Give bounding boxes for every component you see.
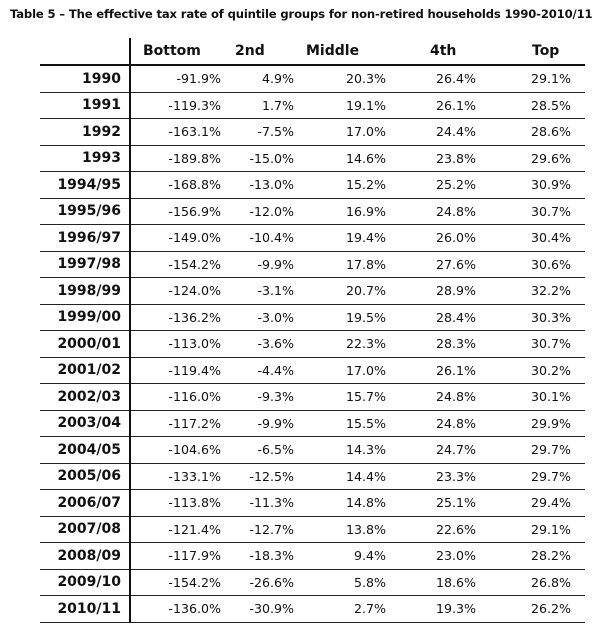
bottom-cell: -121.4% xyxy=(130,516,225,543)
middle-cell: 20.7% xyxy=(300,278,400,305)
bottom-cell: -163.1% xyxy=(130,119,225,146)
top-cell: 28.2% xyxy=(490,543,585,570)
fourth-cell: 24.8% xyxy=(400,198,490,225)
table-row xyxy=(40,225,585,252)
top-cell: 26.2% xyxy=(490,596,585,623)
middle-cell: 16.9% xyxy=(300,198,400,225)
bottom-cell: -154.2% xyxy=(130,251,225,278)
year-cell: 2005/06 xyxy=(40,463,130,490)
second-cell: 4.9% xyxy=(225,65,300,92)
bottom-cell: -154.2% xyxy=(130,569,225,596)
second-cell: -9.3% xyxy=(225,384,300,411)
middle-cell: 14.8% xyxy=(300,490,400,517)
fourth-cell: 28.3% xyxy=(400,331,490,358)
second-cell: -12.7% xyxy=(225,516,300,543)
header-bottom: Bottom xyxy=(130,38,225,65)
top-cell: 30.7% xyxy=(490,198,585,225)
top-cell: 30.4% xyxy=(490,225,585,252)
top-cell: 29.1% xyxy=(490,516,585,543)
bottom-cell: -124.0% xyxy=(130,278,225,305)
top-cell: 29.7% xyxy=(490,463,585,490)
table-row xyxy=(40,278,585,305)
bottom-cell: -113.0% xyxy=(130,331,225,358)
year-cell: 2001/02 xyxy=(40,357,130,384)
year-cell: 2007/08 xyxy=(40,516,130,543)
header-top: Top xyxy=(490,38,585,65)
top-cell: 29.4% xyxy=(490,490,585,517)
year-cell: 2008/09 xyxy=(40,543,130,570)
top-cell: 29.1% xyxy=(490,65,585,92)
bottom-cell: -117.9% xyxy=(130,543,225,570)
top-cell: 29.7% xyxy=(490,437,585,464)
table-row xyxy=(40,357,585,384)
year-cell: 1994/95 xyxy=(40,172,130,199)
bottom-cell: -119.3% xyxy=(130,92,225,119)
middle-cell: 20.3% xyxy=(300,65,400,92)
fourth-cell: 23.8% xyxy=(400,145,490,172)
fourth-cell: 26.1% xyxy=(400,92,490,119)
year-cell: 2010/11 xyxy=(40,596,130,623)
bottom-cell: -113.8% xyxy=(130,490,225,517)
table-row xyxy=(40,569,585,596)
table-header xyxy=(40,38,585,65)
fourth-cell: 24.8% xyxy=(400,410,490,437)
top-cell: 32.2% xyxy=(490,278,585,305)
year-cell: 2009/10 xyxy=(40,569,130,596)
bottom-cell: -136.2% xyxy=(130,304,225,331)
year-cell: 1995/96 xyxy=(40,198,130,225)
table-row xyxy=(40,251,585,278)
second-cell: -3.0% xyxy=(225,304,300,331)
header-4th: 4th xyxy=(400,38,490,65)
middle-cell: 14.4% xyxy=(300,463,400,490)
second-cell: -4.4% xyxy=(225,357,300,384)
table-row xyxy=(40,92,585,119)
top-cell: 30.3% xyxy=(490,304,585,331)
year-cell: 1990 xyxy=(40,65,130,92)
table-title: Table 5 – The effective tax rate of quintile groups for non-retired households 1990-2010/11 xyxy=(10,7,593,21)
fourth-cell: 25.2% xyxy=(400,172,490,199)
fourth-cell: 26.0% xyxy=(400,225,490,252)
tax-rate-table xyxy=(40,38,585,623)
header-row xyxy=(40,38,585,65)
table-row xyxy=(40,437,585,464)
top-cell: 30.7% xyxy=(490,331,585,358)
fourth-cell: 25.1% xyxy=(400,490,490,517)
year-cell: 2004/05 xyxy=(40,437,130,464)
year-cell: 2006/07 xyxy=(40,490,130,517)
second-cell: -15.0% xyxy=(225,145,300,172)
table-row xyxy=(40,119,585,146)
middle-cell: 17.0% xyxy=(300,119,400,146)
second-cell: -12.5% xyxy=(225,463,300,490)
table-row xyxy=(40,490,585,517)
bottom-cell: -149.0% xyxy=(130,225,225,252)
fourth-cell: 18.6% xyxy=(400,569,490,596)
bottom-cell: -91.9% xyxy=(130,65,225,92)
fourth-cell: 24.8% xyxy=(400,384,490,411)
second-cell: -10.4% xyxy=(225,225,300,252)
middle-cell: 15.2% xyxy=(300,172,400,199)
table-row xyxy=(40,463,585,490)
bottom-cell: -189.8% xyxy=(130,145,225,172)
bottom-cell: -156.9% xyxy=(130,198,225,225)
top-cell: 26.8% xyxy=(490,569,585,596)
second-cell: -9.9% xyxy=(225,251,300,278)
bottom-cell: -133.1% xyxy=(130,463,225,490)
top-cell: 30.6% xyxy=(490,251,585,278)
tax-rate-table-container xyxy=(40,38,585,623)
middle-cell: 15.7% xyxy=(300,384,400,411)
second-cell: -6.5% xyxy=(225,437,300,464)
year-cell: 1997/98 xyxy=(40,251,130,278)
table-row xyxy=(40,384,585,411)
table-row xyxy=(40,145,585,172)
top-cell: 29.6% xyxy=(490,145,585,172)
year-cell: 2003/04 xyxy=(40,410,130,437)
table-row xyxy=(40,596,585,623)
second-cell: -3.1% xyxy=(225,278,300,305)
year-cell: 1999/00 xyxy=(40,304,130,331)
fourth-cell: 26.1% xyxy=(400,357,490,384)
second-cell: -3.6% xyxy=(225,331,300,358)
top-cell: 30.2% xyxy=(490,357,585,384)
second-cell: -7.5% xyxy=(225,119,300,146)
top-cell: 30.1% xyxy=(490,384,585,411)
second-cell: -9.9% xyxy=(225,410,300,437)
fourth-cell: 23.3% xyxy=(400,463,490,490)
fourth-cell: 19.3% xyxy=(400,596,490,623)
table-row xyxy=(40,543,585,570)
middle-cell: 17.8% xyxy=(300,251,400,278)
table-row xyxy=(40,172,585,199)
header-year xyxy=(40,38,130,65)
middle-cell: 14.6% xyxy=(300,145,400,172)
table-row xyxy=(40,198,585,225)
bottom-cell: -117.2% xyxy=(130,410,225,437)
second-cell: -30.9% xyxy=(225,596,300,623)
fourth-cell: 24.7% xyxy=(400,437,490,464)
middle-cell: 5.8% xyxy=(300,569,400,596)
second-cell: 1.7% xyxy=(225,92,300,119)
bottom-cell: -136.0% xyxy=(130,596,225,623)
second-cell: -18.3% xyxy=(225,543,300,570)
middle-cell: 14.3% xyxy=(300,437,400,464)
year-cell: 1998/99 xyxy=(40,278,130,305)
middle-cell: 17.0% xyxy=(300,357,400,384)
fourth-cell: 26.4% xyxy=(400,65,490,92)
fourth-cell: 28.9% xyxy=(400,278,490,305)
second-cell: -26.6% xyxy=(225,569,300,596)
bottom-cell: -116.0% xyxy=(130,384,225,411)
middle-cell: 19.5% xyxy=(300,304,400,331)
header-2nd: 2nd xyxy=(225,38,300,65)
top-cell: 28.5% xyxy=(490,92,585,119)
middle-cell: 9.4% xyxy=(300,543,400,570)
year-cell: 1993 xyxy=(40,145,130,172)
fourth-cell: 23.0% xyxy=(400,543,490,570)
second-cell: -12.0% xyxy=(225,198,300,225)
year-cell: 1992 xyxy=(40,119,130,146)
fourth-cell: 28.4% xyxy=(400,304,490,331)
table-row xyxy=(40,65,585,92)
fourth-cell: 24.4% xyxy=(400,119,490,146)
year-cell: 1991 xyxy=(40,92,130,119)
table-body xyxy=(40,65,585,622)
bottom-cell: -119.4% xyxy=(130,357,225,384)
top-cell: 29.9% xyxy=(490,410,585,437)
middle-cell: 13.8% xyxy=(300,516,400,543)
top-cell: 28.6% xyxy=(490,119,585,146)
bottom-cell: -104.6% xyxy=(130,437,225,464)
middle-cell: 22.3% xyxy=(300,331,400,358)
year-cell: 1996/97 xyxy=(40,225,130,252)
middle-cell: 15.5% xyxy=(300,410,400,437)
second-cell: -13.0% xyxy=(225,172,300,199)
year-cell: 2000/01 xyxy=(40,331,130,358)
middle-cell: 2.7% xyxy=(300,596,400,623)
middle-cell: 19.4% xyxy=(300,225,400,252)
middle-cell: 19.1% xyxy=(300,92,400,119)
fourth-cell: 27.6% xyxy=(400,251,490,278)
table-row xyxy=(40,516,585,543)
second-cell: -11.3% xyxy=(225,490,300,517)
bottom-cell: -168.8% xyxy=(130,172,225,199)
table-row xyxy=(40,304,585,331)
year-cell: 2002/03 xyxy=(40,384,130,411)
table-row xyxy=(40,331,585,358)
header-middle: Middle xyxy=(300,38,400,65)
top-cell: 30.9% xyxy=(490,172,585,199)
fourth-cell: 22.6% xyxy=(400,516,490,543)
table-row xyxy=(40,410,585,437)
